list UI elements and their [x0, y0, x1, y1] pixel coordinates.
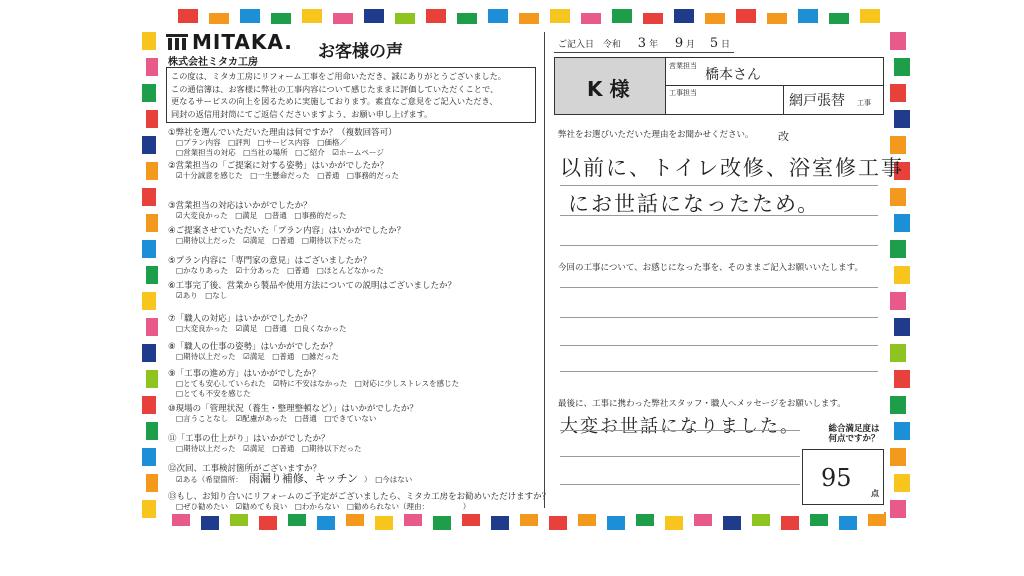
- border-square: [894, 370, 910, 388]
- question-options: [176, 379, 459, 389]
- feedback-card: [158, 24, 904, 514]
- question-options-text: □ぜひ勧めたい ☑勧めても良い □わからない □勧められない（理由： ）: [176, 502, 471, 511]
- question-options: [176, 324, 346, 334]
- border-square: [736, 9, 756, 23]
- work-divider: [783, 85, 784, 114]
- score-label-line1: 総合満足度は: [828, 424, 880, 434]
- border-square: [894, 110, 910, 128]
- border-square: [894, 318, 910, 336]
- border-square: [520, 512, 538, 526]
- question-options: [176, 414, 376, 424]
- intro-line: 更なるサービスの向上を図るために実施しております。素直なご意見をご記入いただき、: [171, 96, 498, 106]
- intro-line: この度は、ミタカ工房にリフォーム工事をご用命いただき、誠にありがとうございました。: [171, 71, 506, 81]
- intro-text: [171, 70, 531, 120]
- date-month: 9: [674, 36, 684, 51]
- border-square: [201, 516, 219, 530]
- writing-line: [560, 287, 878, 288]
- border-square: [665, 516, 683, 530]
- page-title: お客様の声: [318, 42, 403, 62]
- border-square: [890, 344, 906, 362]
- date-year-unit: 年: [648, 40, 658, 50]
- question-options-end: ） □今はない: [363, 475, 413, 484]
- question-text: ①弊社を選んでいただいた理由は何ですか？（複数回答可）: [168, 128, 397, 138]
- border-square: [178, 9, 198, 23]
- border-square: [142, 396, 156, 414]
- border-square: [894, 422, 910, 440]
- border-square: [839, 516, 857, 530]
- question-text: ②営業担当の「ご提案に対する姿勢」はいかがでしたか？: [168, 161, 389, 171]
- score-value: 95: [821, 464, 852, 492]
- date-underline: [554, 52, 734, 53]
- question-options: □とても不安を感じた: [176, 389, 251, 398]
- writing-line: [560, 484, 800, 485]
- border-square: [142, 188, 156, 206]
- writing-line: [560, 371, 878, 372]
- border-square: [433, 516, 451, 530]
- border-square: [142, 292, 156, 310]
- writing-line: [560, 317, 878, 318]
- score-unit: 点: [871, 489, 879, 498]
- score-label-line2: 何点ですか？: [828, 434, 880, 444]
- border-square: [890, 500, 906, 518]
- border-square: [550, 9, 570, 23]
- message-question: 最後に、工事に携わった弊社スタッフ・職人へメッセージをお願いします。: [558, 399, 846, 409]
- border-square: [674, 9, 694, 23]
- writing-line: [560, 215, 878, 216]
- question-options-text: □期待以上だった ☑満足 □普通 □雑だった: [176, 352, 339, 361]
- question-options: [176, 211, 346, 221]
- border-square: [636, 512, 654, 526]
- border-square: [317, 516, 335, 530]
- question-text: ④ご提案させていただいた「プラン内容」はいかがでしたか？: [168, 226, 406, 236]
- sales-label: 営業担当: [669, 62, 697, 70]
- border-square: [230, 512, 248, 526]
- reason-answer-line2: にお世話になったため。: [568, 192, 821, 216]
- question-options-text: ☑大変良かった □満足 □普通 □事務的だった: [176, 211, 347, 220]
- border-square: [364, 9, 384, 23]
- border-square: [890, 240, 906, 258]
- sales-name: 橋本さん: [705, 67, 761, 83]
- question-options-text: □期待以上だった ☑満足 □普通 □期待以下だった: [176, 444, 362, 453]
- border-square: [142, 136, 156, 154]
- border-square: [488, 9, 508, 23]
- question-options: [176, 171, 399, 181]
- border-square: [694, 512, 712, 526]
- question-options-text: □期待以上だった ☑満足 □普通 □期待以下だった: [176, 236, 362, 245]
- date-era: 令和: [602, 40, 621, 50]
- intro-box: [166, 67, 536, 123]
- writing-line: [560, 185, 878, 186]
- question-text: ⑪「工事の仕上がり」はいかがでしたか？: [168, 434, 330, 444]
- question-options-text: □とても安心していられた ☑特に不安はなかった □対応に少しストレスを感じた: [176, 379, 460, 388]
- border-square: [142, 500, 156, 518]
- border-square: [259, 516, 277, 530]
- question-text: ⑨「工事の進め方」はいかがでしたか？: [168, 369, 321, 379]
- border-square: [810, 512, 828, 526]
- question-options: [176, 352, 339, 362]
- question-options: [176, 236, 361, 246]
- date-day: 5: [709, 36, 719, 51]
- border-square: [723, 516, 741, 530]
- border-square: [491, 516, 509, 530]
- date-label: ご記入日: [558, 40, 595, 50]
- question-options: [176, 444, 361, 454]
- border-square: [142, 240, 156, 258]
- border-square: [142, 448, 156, 466]
- next-work-handwritten: 雨漏り補修、キッチン: [248, 472, 358, 485]
- border-square: [894, 58, 910, 76]
- border-square: [860, 9, 880, 23]
- work-label: 工事担当: [669, 89, 697, 97]
- question-options: [176, 138, 347, 148]
- border-square: [172, 512, 190, 526]
- date-year: 3: [637, 36, 647, 51]
- border-square: [781, 516, 799, 530]
- question-text: ⑤プラン内容に「専門家の意見」はございましたか？: [168, 256, 372, 266]
- question-options: [176, 291, 227, 301]
- question-options-text: ☑ある（希望箇所：: [176, 475, 243, 484]
- work-suffix: 工事: [857, 99, 871, 107]
- writing-line: [560, 245, 878, 246]
- border-square: [890, 84, 906, 102]
- customer-box: [554, 57, 884, 115]
- border-square: [868, 512, 886, 526]
- reason-correction: 改: [778, 130, 789, 143]
- border-square: [890, 32, 906, 50]
- border-square: [462, 512, 480, 526]
- score-label: [822, 424, 886, 444]
- customer-box-divider: [665, 85, 883, 86]
- question-options-text: ☑十分誠意を感じた □一生懸命だった □普通 □事務的だった: [176, 171, 399, 180]
- mitaka-logo-icon: [166, 32, 188, 52]
- question-options: [176, 266, 384, 276]
- question-text: ⑥工事完了後、営業から製品や使用方法についての説明はございましたか？: [168, 281, 456, 291]
- question-options-text: ☑あり □なし: [176, 291, 228, 300]
- question-options-text: □言うことなし ☑配慮があった □普通 □できていない: [176, 414, 377, 423]
- border-square: [375, 516, 393, 530]
- center-divider: [544, 32, 545, 508]
- question-options-text: □大変良かった ☑満足 □普通 □良くなかった: [176, 324, 347, 333]
- company-name: 株式会社ミタカ工房: [168, 57, 258, 68]
- border-square: [578, 512, 596, 526]
- score-box: [802, 449, 884, 505]
- border-square: [798, 9, 818, 23]
- writing-line: [560, 456, 800, 457]
- border-square: [890, 292, 906, 310]
- date-day-unit: 日: [721, 40, 731, 50]
- feel-question: 今回の工事について、お感じになった事を、そのままご記入お願いいたします。: [558, 263, 863, 273]
- reason-answer-line1: 以前に、トイレ改修、浴室修工事: [560, 156, 904, 180]
- border-square: [890, 396, 906, 414]
- border-square: [890, 188, 906, 206]
- question-options-text: □プラン内容 □評判 □サービス内容 □価格／: [176, 138, 347, 147]
- border-square: [302, 9, 322, 23]
- date-month-unit: 月: [685, 40, 695, 50]
- customer-cell: [555, 58, 666, 114]
- border-square: [890, 448, 906, 466]
- border-square: [549, 516, 567, 530]
- writing-line: [560, 345, 878, 346]
- reason-question: 弊社をお選びいただいた理由をお聞かせください。: [558, 130, 754, 140]
- border-square: [894, 214, 910, 232]
- writing-line: [560, 430, 800, 431]
- border-square: [894, 266, 910, 284]
- question-text: ⑬もし、お知り合いにリフォームのご予定がございましたら、ミタカ工房をお勧めいただけますか？: [168, 492, 551, 502]
- border-square: [426, 9, 446, 23]
- question-text: ⑩現場の「管理状況（養生・整理整頓など）」はいかがでしたか？: [168, 404, 418, 414]
- work-name: 網戸張替: [789, 93, 845, 109]
- date-row: [558, 36, 730, 51]
- border-square: [240, 9, 260, 23]
- question-text: ⑫次回、工事検討箇所がございますか？: [168, 464, 322, 474]
- question-options-text: □かなりあった ☑十分あった □普通 □ほとんどなかった: [176, 266, 384, 275]
- intro-line: 同封の返信用封筒にてご返信くださいますよう、お願い申し上げます。: [171, 108, 433, 119]
- question-options: [176, 474, 412, 485]
- question-options: [176, 502, 470, 512]
- border-square: [142, 84, 156, 102]
- border-square: [607, 516, 625, 530]
- customer-name: K 様: [587, 77, 630, 101]
- question-text: ⑦「職人の対応」はいかがでしたか？: [168, 314, 312, 324]
- logo-text: MITAKA.: [192, 30, 293, 54]
- border-square: [752, 512, 770, 526]
- border-square: [142, 344, 156, 362]
- intro-line: この通信簿は、お客様に弊社の工事内容について感じたままに評価していただくことで、: [171, 83, 499, 94]
- message-answer: 大変お世話になりました。: [560, 416, 800, 437]
- border-square: [404, 512, 422, 526]
- question-text: ⑧「職人の仕事の姿勢」はいかがでしたか？: [168, 342, 338, 352]
- question-options: □営業担当の対応 □当社の場所 □ご紹介 ☑ホームページ: [176, 148, 384, 157]
- border-square: [288, 512, 306, 526]
- border-square: [346, 512, 364, 526]
- border-square: [894, 474, 910, 492]
- border-square: [142, 32, 156, 50]
- border-square: [612, 9, 632, 23]
- question-text: ③営業担当の対応はいかがでしたか？: [168, 201, 312, 211]
